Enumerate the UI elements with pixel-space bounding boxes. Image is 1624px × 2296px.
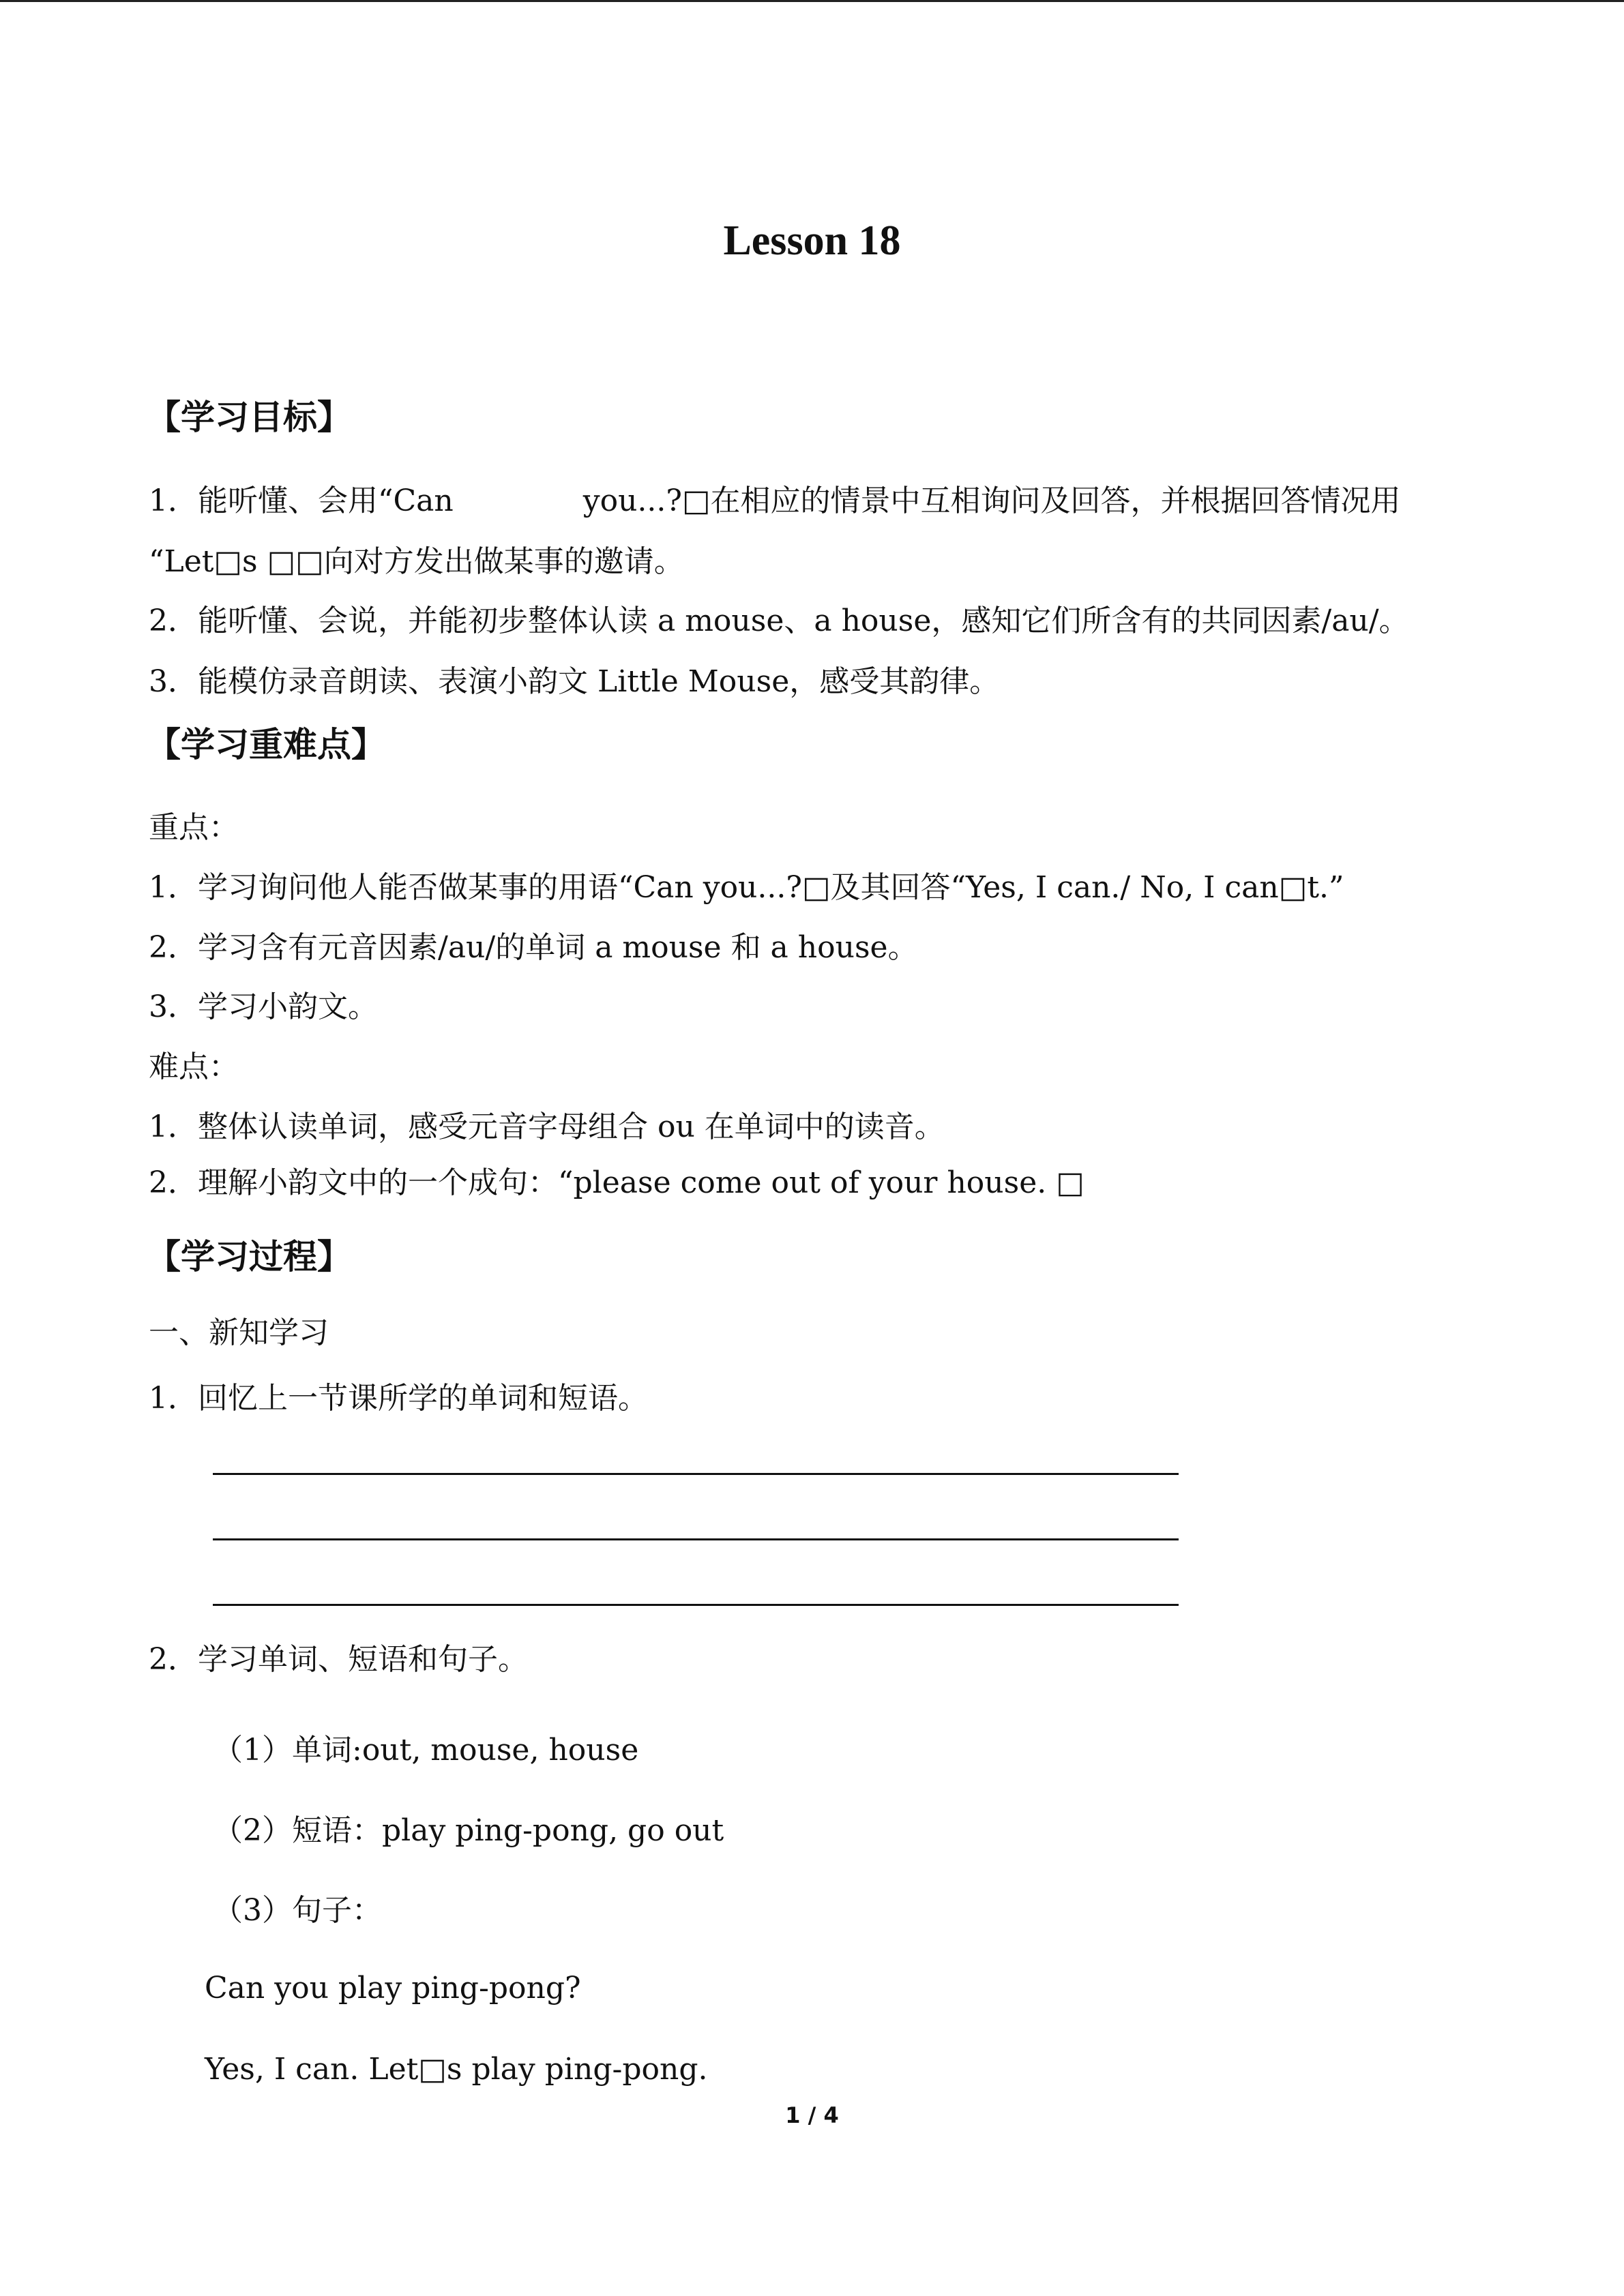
section-heading-key-points: 【学习重难点】 [147,725,385,764]
section-heading-process: 【学习过程】 [147,1237,351,1277]
answer-blank-line[interactable] [213,1473,1179,1475]
key-label: 重点： [149,810,239,845]
page-number: 1 / 4 [785,2102,839,2128]
key-item-2: 2．学习含有元音因素/au/的单词 a mouse 和 a house。 [149,930,918,965]
goal-item-1-cont: “Let□s □□向对方发出做某事的邀请。 [149,544,684,579]
key-item-1: 1．学习询问他人能否做某事的用语“Can you...?□及其回答“Yes, I can./ No, I can□t.” [149,870,1344,905]
sentence-2: Yes, I can. Let□s play ping-pong. [205,2052,708,2087]
answer-blank-line[interactable] [213,1538,1179,1540]
goal-item-1-part-a: 1．能听懂、会用“Can [149,483,454,518]
goal-item-3: 3．能模仿录音朗读、表演小韵文 Little Mouse，感受其韵律。 [149,664,1000,699]
phrases-line: （2）短语：play ping-pong, go out [213,1813,724,1848]
difficulty-item-1: 1．整体认读单词，感受元音字母组合 ou 在单词中的读音。 [149,1109,945,1144]
process-step-1: 1．回忆上一节课所学的单词和短语。 [149,1381,648,1416]
process-step-2: 2．学习单词、短语和句子。 [149,1642,528,1677]
difficulty-label: 难点： [149,1049,239,1084]
goal-item-1-part-b: you...?□在相应的情景中互相询问及回答，并根据回答情况用 [582,483,1401,518]
answer-blank-line[interactable] [213,1604,1179,1606]
key-item-3: 3．学习小韵文。 [149,989,378,1024]
top-border [0,0,1624,2]
page-title: Lesson 18 [723,218,901,264]
goal-item-1 [149,476,1401,520]
words-line: （1）单词:out, mouse, house [213,1733,639,1768]
goal-item-2: 2．能听懂、会说，并能初步整体认读 a mouse、a house，感知它们所含有的共同因素/au/。 [149,603,1409,638]
sentences-label: （3）句子： [213,1893,382,1928]
process-part-1: 一、新知学习 [149,1315,329,1350]
section-heading-goals: 【学习目标】 [147,398,351,437]
sentence-1: Can you play ping-pong? [205,1971,581,2006]
difficulty-item-2: 2．理解小韵文中的一个成句：“please come out of your house. □ [149,1165,1084,1200]
